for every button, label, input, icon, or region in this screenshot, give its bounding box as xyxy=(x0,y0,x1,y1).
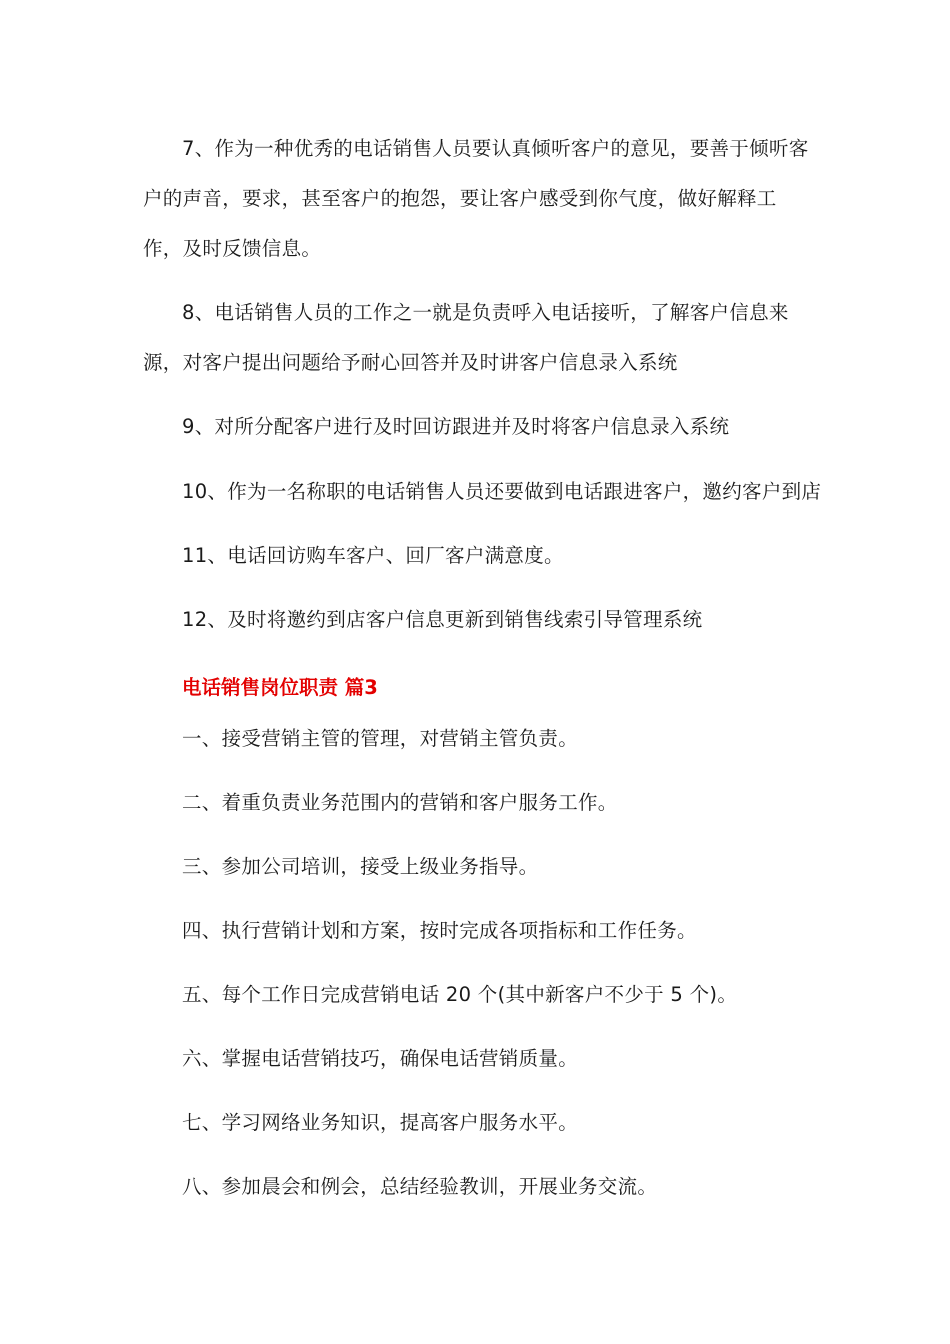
paragraph-item-9: 9、对所分配客户进行及时回访跟进并及时将客户信息录入系统 xyxy=(182,415,730,438)
section-heading: 电话销售岗位职责 篇3 xyxy=(182,676,378,699)
duty-item-4: 四、执行营销计划和方案，按时完成各项指标和工作任务。 xyxy=(182,919,697,942)
duty-item-8: 八、参加晨会和例会，总结经验教训，开展业务交流。 xyxy=(182,1175,658,1198)
paragraph-item-7: 7、作为一种优秀的电话销售人员要认真倾听客户的意见，要善于倾听客户的声音，要求，甚至客户的抱怨，要让客户感受到你气度，做好解释工作，及时反馈信息。 xyxy=(143,137,809,260)
duty-item-1: 一、接受营销主管的管理，对营销主管负责。 xyxy=(182,727,579,750)
duty-item-6: 六、掌握电话营销技巧，确保电话营销质量。 xyxy=(182,1047,579,1070)
duty-item-3: 三、参加公司培训，接受上级业务指导。 xyxy=(182,855,539,878)
paragraph-item-10: 10、作为一名称职的电话销售人员还要做到电话跟进客户，邀约客户到店 xyxy=(182,480,822,503)
duty-item-5: 五、每个工作日完成营销电话 20 个(其中新客户不少于 5 个)。 xyxy=(182,983,738,1006)
paragraph-item-11: 11、电话回访购车客户、回厂客户满意度。 xyxy=(182,544,564,567)
duty-item-2: 二、着重负责业务范围内的营销和客户服务工作。 xyxy=(182,791,618,814)
paragraph-item-8: 8、电话销售人员的工作之一就是负责呼入电话接听，了解客户信息来源，对客户提出问题给予耐心回答并及时讲客户信息录入系统 xyxy=(143,301,789,374)
paragraph-item-12: 12、及时将邀约到店客户信息更新到销售线索引导管理系统 xyxy=(182,608,703,631)
duty-item-7: 七、学习网络业务知识，提高客户服务水平。 xyxy=(182,1111,579,1134)
